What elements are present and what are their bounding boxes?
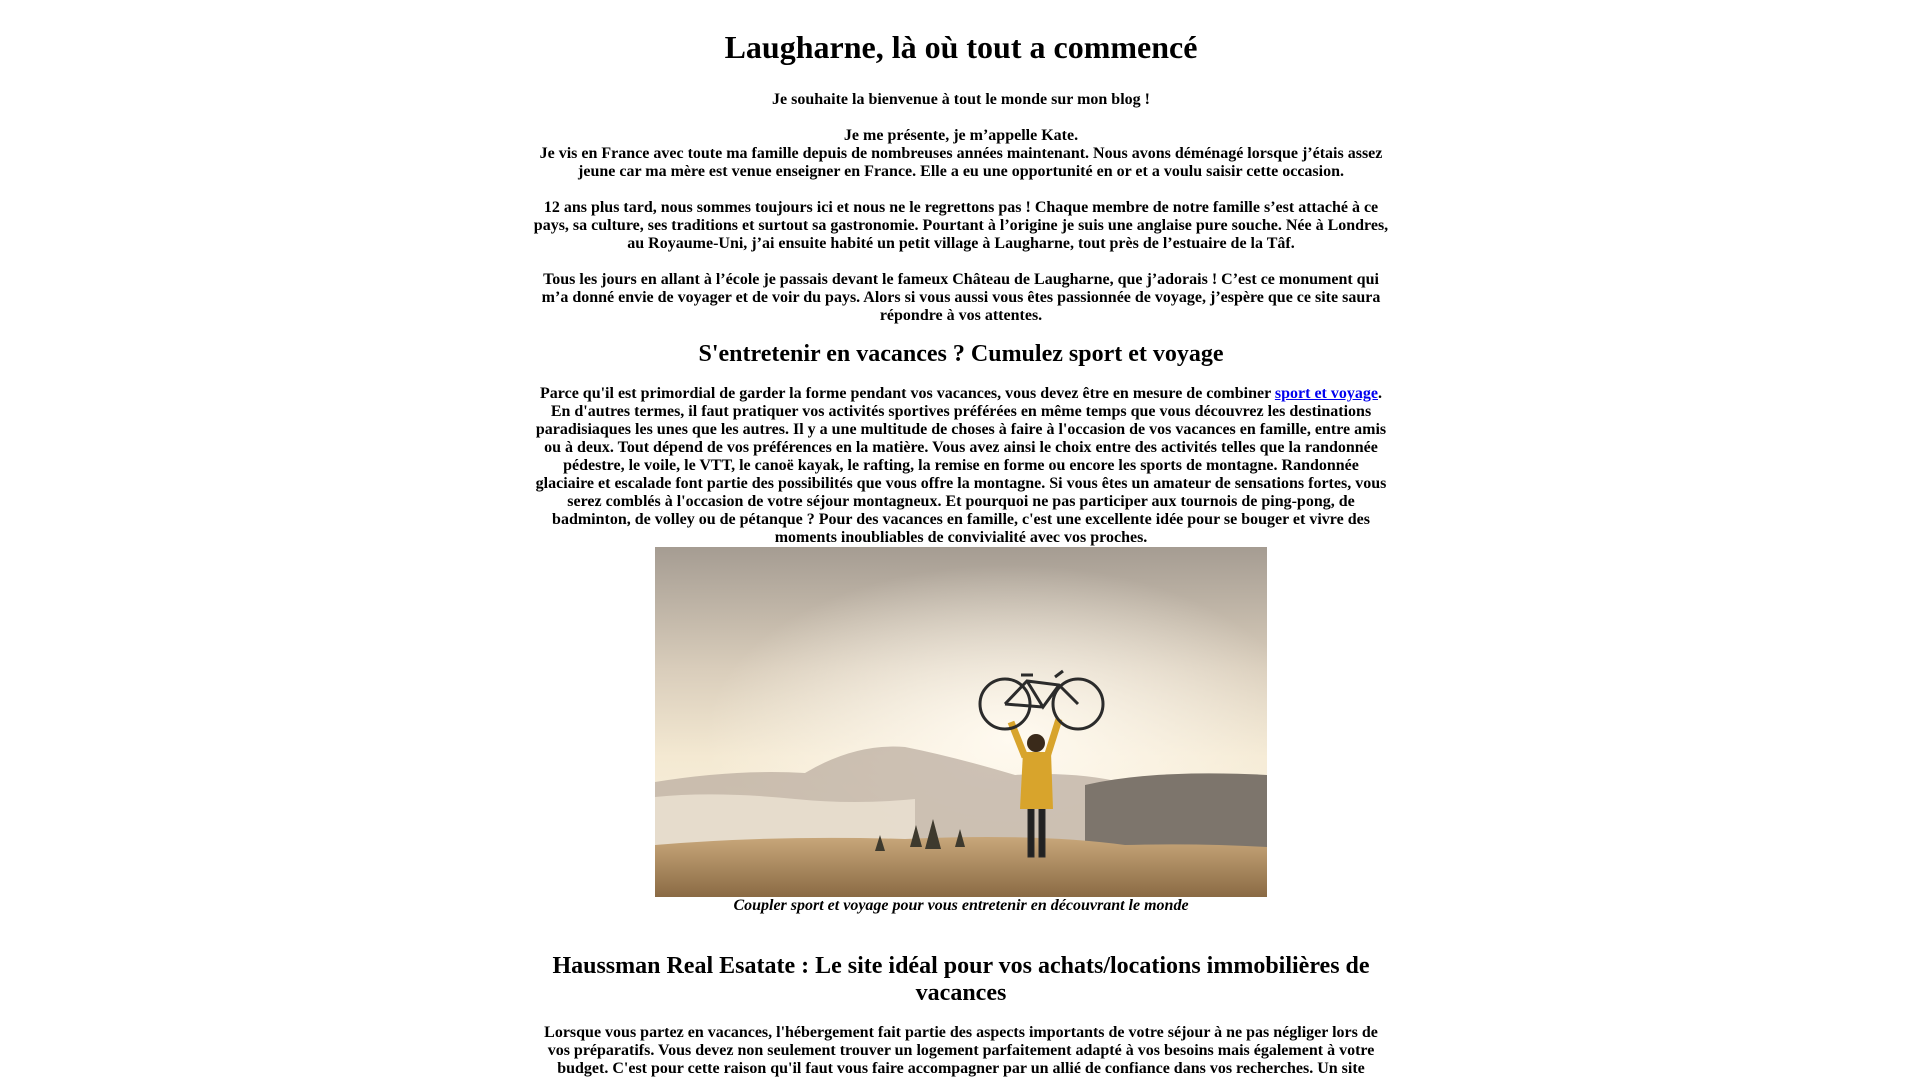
intro-paragraph-3: Tous les jours en allant à l’école je passais devant le fameux Château de Laugharne, que j’adorais ! C’est ce monument qui m’a donné envie de voyager et de voir du pays. Alors si vous aussi vous êtes passionnée de voyage, j’espère que ce site saura répondre à vos attentes. <box>541 271 1381 324</box>
section-paragraph-sport <box>533 385 1389 547</box>
paragraph-text-end: . En d'autres termes, il faut pratiquer vos activités sportives préférées en même temps que vous découvrez les destinations paradisiaques les unes que les autres. Il y a une multitude de choses à faire à l'occasion de vos vacances en famille, entre amis ou à deux. Tout dépend de vos préférences en la matière. Vous avez ainsi le choix entre des activités telles que la randonnée pédestre, le voile, le VTT, le canoë kayak, le rafting, la remise en forme ou encore les sports de montagne. Randonnée glaciaire et escalade font partie des possibilités que vous offre la montagne. Si vous êtes un amateur de sensations fortes, vous serez comblés à l'occasion de votre séjour montagneux. Et pourquoi ne pas participer aux tournois de ping-pong, de badminton, de volley ou de pétanque ? Pour des vacances en famille, c'est une excellente idée pour se bouger et vivre des moments inoubliables de convivialité avec vos proches. <box>535 385 1387 546</box>
section-title-sport: S'entretenir en vacances ? Cumulez sport et voyage <box>698 341 1224 367</box>
welcome-text: Je souhaite la bienvenue à tout le monde sur mon blog ! <box>772 91 1150 108</box>
section-title-real-estate: Haussman Real Esatate : Le site idéal pour vos achats/locations immobilières de vacances <box>552 953 1370 1006</box>
article <box>533 0 1389 1078</box>
photo-figure <box>533 547 1389 915</box>
intro-line-2: Je vis en France avec toute ma famille depuis de nombreuses années maintenant. Nous avons déménagé lorsque j’étais assez jeune car ma mère est venue enseigner en France. Elle a eu une opportunité en or et a voulu saisir cette occasion. <box>539 145 1383 180</box>
intro <box>533 91 1389 325</box>
section-paragraph-real-estate: Lorsque vous partez en vacances, l'hébergement fait partie des aspects importants de votre séjour à ne pas négliger lors de vos préparatifs. Vous devez non seulement trouver un logement parfaitement adapté à vos besoins mais également à votre budget. C'est pour cette raison qu'il faut vous faire accompagner par un allié de confiance dans vos recherches. Un site <box>544 1024 1378 1077</box>
page-title: Laugharne, là où tout a commencé <box>724 29 1198 65</box>
sport-et-voyage-link[interactable]: sport et voyage <box>1274 385 1378 402</box>
photo-caption: Coupler sport et voyage pour vous entretenir en découvrant le monde <box>733 897 1189 914</box>
cyclist-photo <box>655 547 1267 897</box>
intro-line-1: Je me présente, je m’appelle Kate. <box>843 127 1079 144</box>
paragraph-text-start: Parce qu'il est primordial de garder la forme pendant vos vacances, vous devez être en mesure de combiner <box>540 385 1275 402</box>
intro-paragraph-2: 12 ans plus tard, nous sommes toujours ici et nous ne le regrettons pas ! Chaque membre de notre famille s’est attaché à ce pays, sa culture, ses traditions et surtout sa gastronomie. Pourtant à l’origine je suis une anglaise pure souche. Née à Londres, au Royaume-Uni, j’ai ensuite habité un petit village à Laugharne, tout près de l’estuaire de la Tâf. <box>533 199 1389 252</box>
